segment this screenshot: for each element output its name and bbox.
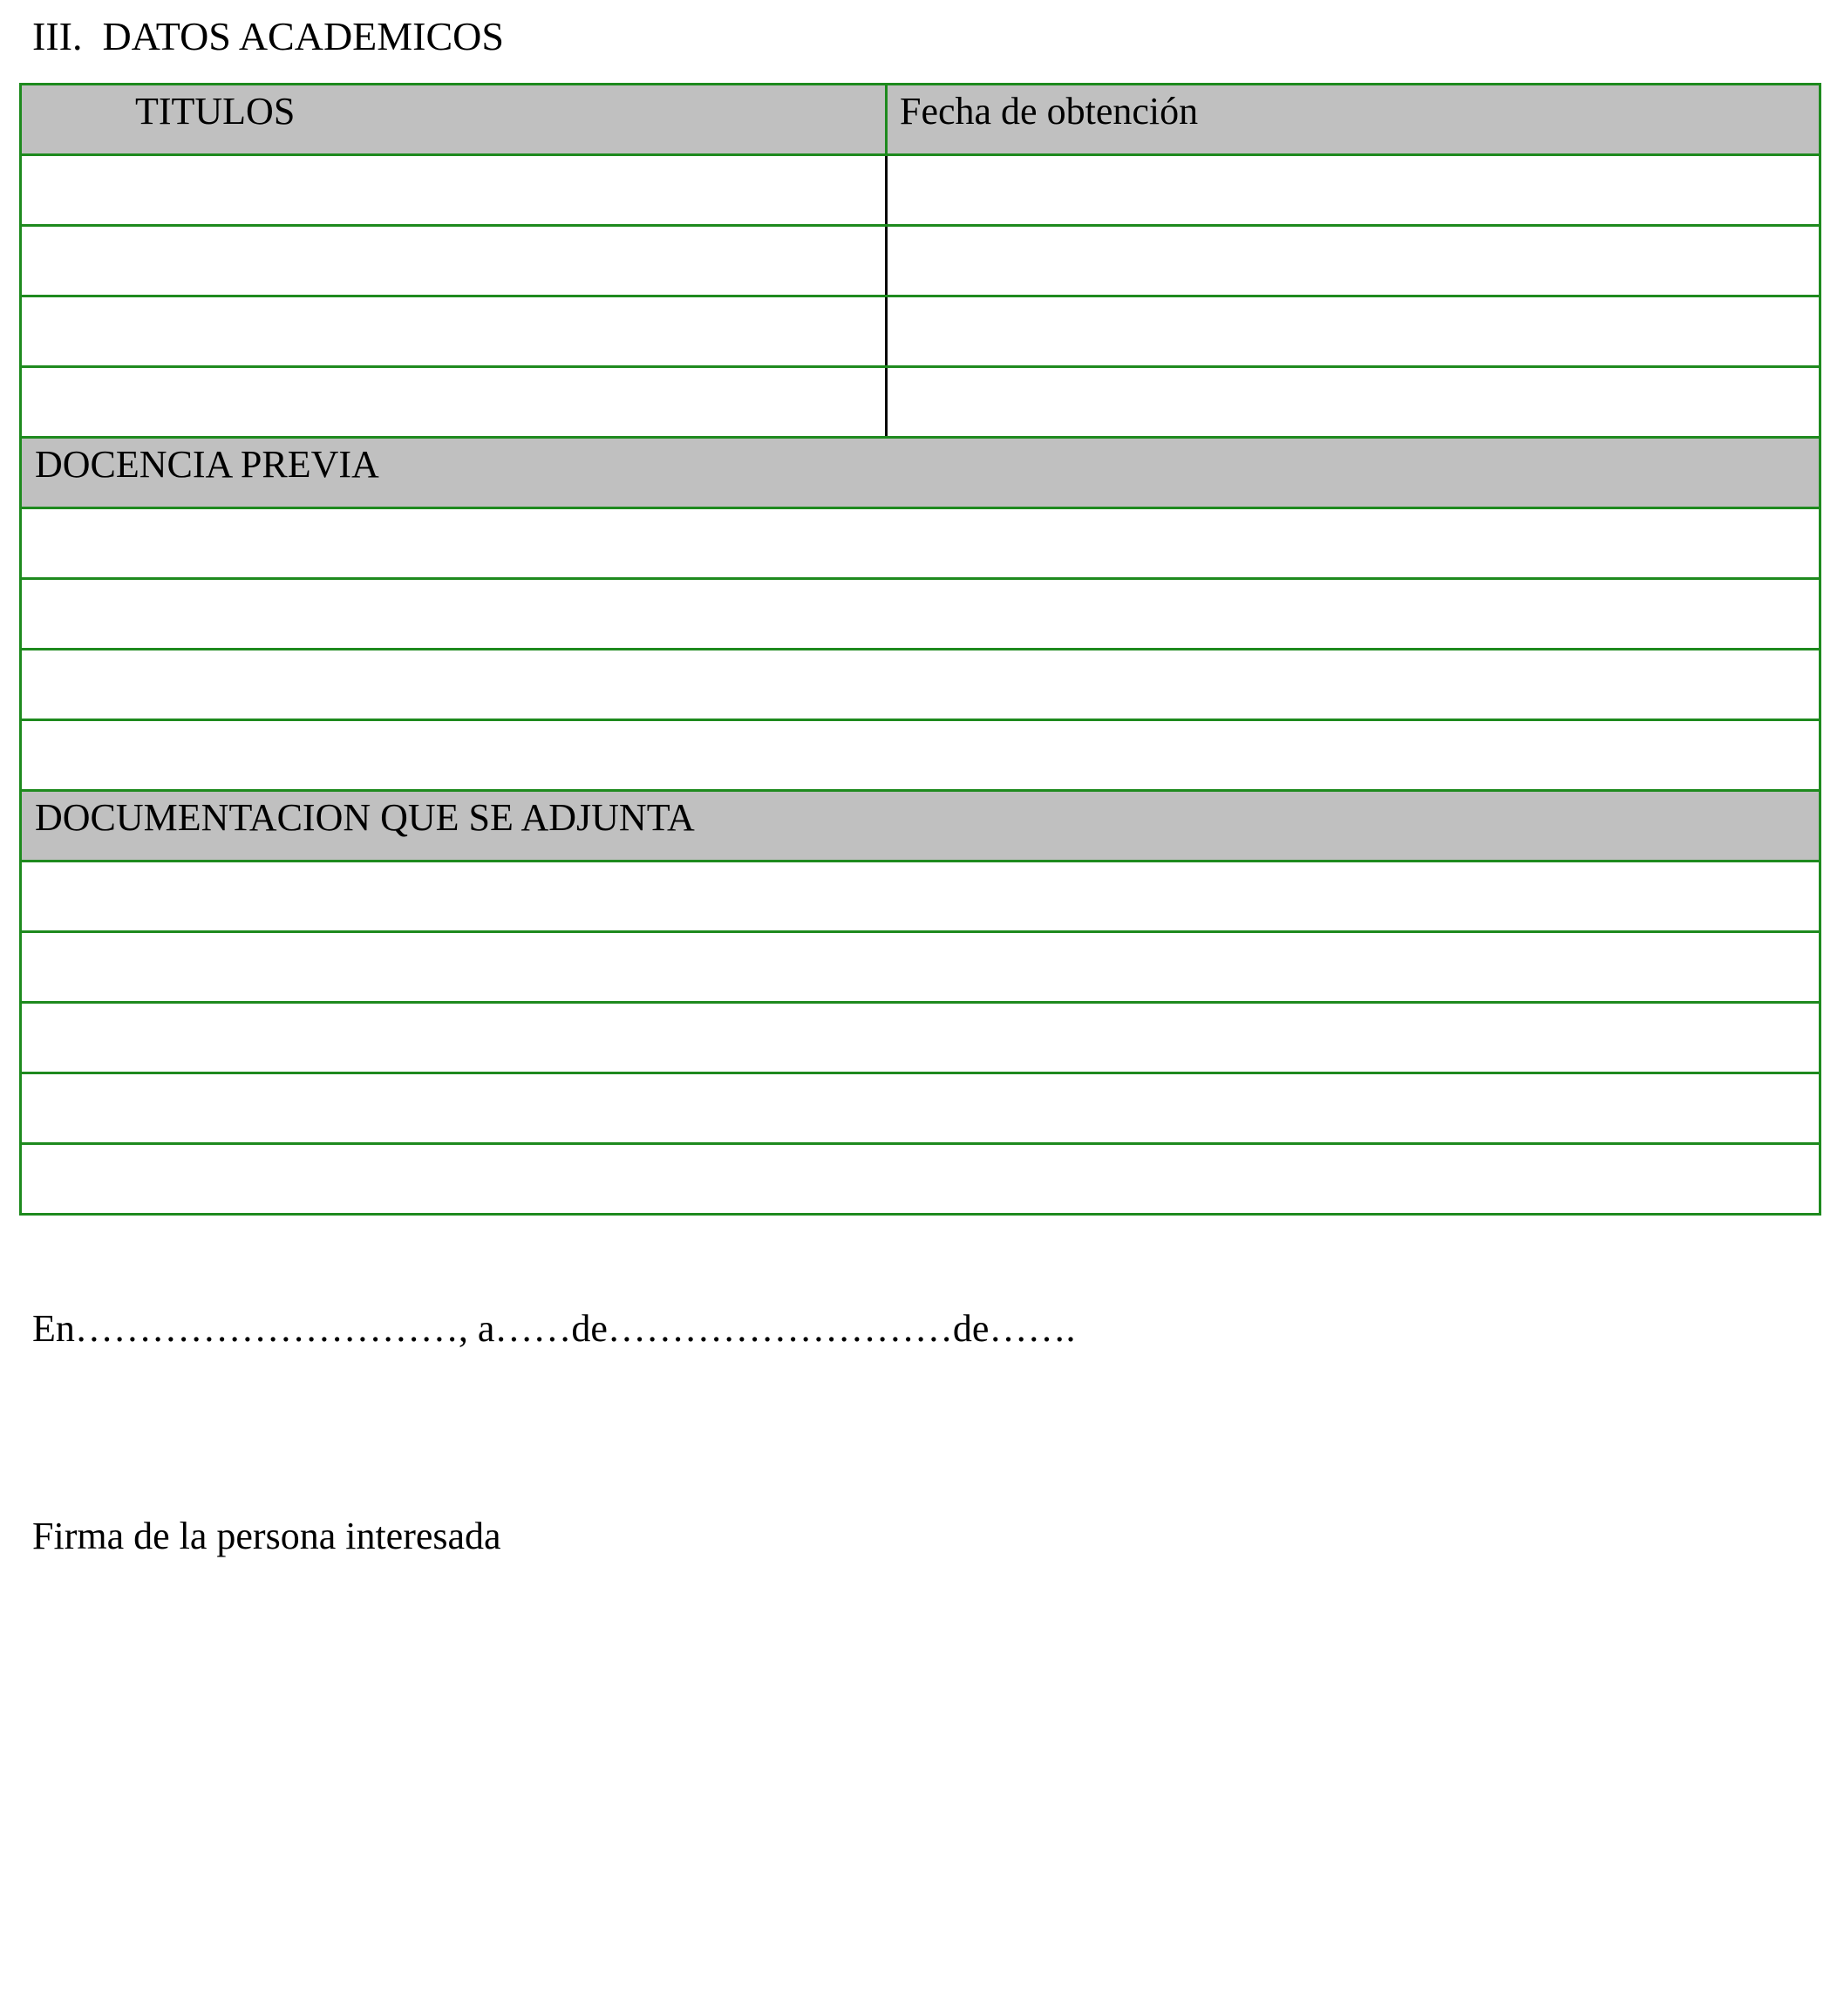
fecha-input-cell[interactable] xyxy=(887,296,1820,367)
docencia-header-cell xyxy=(21,438,1820,508)
documentacion-row xyxy=(21,1003,1820,1073)
documentacion-input-cell[interactable] xyxy=(21,862,1820,932)
docencia-header-row xyxy=(21,438,1820,508)
docencia-row xyxy=(21,508,1820,579)
fecha-header-label: Fecha de obtención xyxy=(900,90,1199,133)
documentacion-row xyxy=(21,862,1820,932)
fecha-input-cell[interactable] xyxy=(887,226,1820,296)
docencia-header-label: DOCENCIA PREVIA xyxy=(35,443,379,486)
documentacion-input-cell[interactable] xyxy=(21,1144,1820,1215)
documentacion-header-row xyxy=(21,791,1820,862)
fecha-input-cell[interactable] xyxy=(887,155,1820,226)
titulo-input-cell[interactable] xyxy=(21,367,887,438)
documentacion-input-cell[interactable] xyxy=(21,932,1820,1003)
titulos-header-row xyxy=(21,85,1820,155)
section-heading: III. DATOS ACADEMICOS xyxy=(32,14,504,58)
titulo-input-cell[interactable] xyxy=(21,226,887,296)
place-date-line[interactable]: En…………………………, a……de………………………de……. xyxy=(32,1307,1076,1350)
documentacion-header-label: DOCUMENTACION QUE SE ADJUNTA xyxy=(35,796,695,839)
docencia-input-cell[interactable] xyxy=(21,720,1820,791)
titulos-header-cell xyxy=(21,85,887,155)
documentacion-row xyxy=(21,932,1820,1003)
titulo-row xyxy=(21,296,1820,367)
documentacion-header-cell xyxy=(21,791,1820,862)
titulo-input-cell[interactable] xyxy=(21,296,887,367)
docencia-row xyxy=(21,579,1820,650)
fecha-input-cell[interactable] xyxy=(887,367,1820,438)
signature-label: Firma de la persona interesada xyxy=(32,1515,501,1557)
titulo-row xyxy=(21,226,1820,296)
docencia-input-cell[interactable] xyxy=(21,508,1820,579)
docencia-input-cell[interactable] xyxy=(21,650,1820,720)
academic-data-table xyxy=(19,83,1821,1216)
fecha-header-cell xyxy=(887,85,1820,155)
titulo-row xyxy=(21,155,1820,226)
documentacion-input-cell[interactable] xyxy=(21,1073,1820,1144)
titulos-header-label: TITULOS xyxy=(135,90,296,133)
documentacion-input-cell[interactable] xyxy=(21,1003,1820,1073)
docencia-row xyxy=(21,720,1820,791)
documentacion-row xyxy=(21,1073,1820,1144)
titulo-input-cell[interactable] xyxy=(21,155,887,226)
documentacion-row xyxy=(21,1144,1820,1215)
docencia-row xyxy=(21,650,1820,720)
docencia-input-cell[interactable] xyxy=(21,579,1820,650)
titulo-row xyxy=(21,367,1820,438)
